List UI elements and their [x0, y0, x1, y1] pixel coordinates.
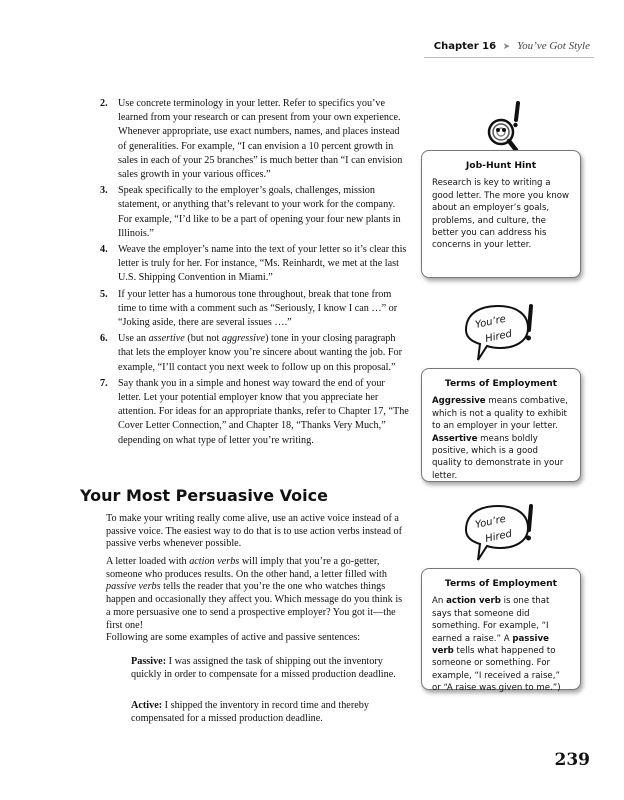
sidebar-terms-aggressive-assertive: [421, 368, 581, 482]
list-item: [100, 184, 410, 241]
magnifier-icon: [482, 100, 534, 154]
header-title: You’ve Got Style: [517, 40, 590, 52]
sidebar-definition-aggressive: Aggressive means combative, which is not a quality to exhibit to an employer in your letter.: [432, 396, 568, 432]
paragraph-intro: To make your writing really come alive, use an active voice instead of a passive voice. The easiest way to do that is to use action verbs instead of passive verbs whenever possible.: [106, 513, 403, 550]
list-number: 5.: [100, 288, 108, 300]
header-chapter: Chapter 16: [433, 41, 497, 52]
svg-text:You’re: You’re: [474, 313, 507, 331]
svg-text:Hired: Hired: [484, 328, 513, 345]
sidebar-title: Job-Hunt Hint: [465, 160, 537, 171]
tips-list: [100, 97, 410, 450]
list-number: 4.: [100, 244, 108, 256]
list-number: 2.: [100, 98, 108, 109]
list-number: 3.: [100, 185, 108, 197]
list-text: Speak specifically to the employer’s goals, challenges, mission statement, or anything that’s relevant to your work for the company. For example, “I’d like to be a part of opening your four new plants in Illinois.”: [118, 185, 401, 239]
list-text: (but not: [184, 333, 222, 345]
header-rule: [424, 57, 594, 58]
list-text: Say thank you in a simple and honest way toward the end of your letter. Let your potential employer know that you appreciate her attention. For ideas for an appropriate thanks, refer to Chapter 17, “The Cover Letter Connection,” and Chapter 18, “Thanks Very Much,” depending on what type of letter you’re writing.: [118, 377, 409, 446]
list-number: 6.: [100, 333, 108, 345]
list-item: [100, 377, 410, 448]
svg-text:Hired: Hired: [484, 528, 513, 545]
sidebar-title: Terms of Employment: [444, 378, 558, 389]
term-assertive: assertive: [148, 333, 185, 345]
youre-hired-bubble-icon: [460, 300, 542, 364]
list-number: 7.: [100, 377, 108, 389]
sidebar-text: An action verb is one that says that someone did something. For example, “I earned a raise.” A passive verb tells what happened to someone or something. For example, “I received a raise,” or “A raise was given to me.”): [432, 596, 561, 694]
sidebar-job-hunt-hint: [421, 150, 581, 278]
section-heading: Your Most Persuasive Voice: [80, 486, 328, 505]
page-number: 239: [554, 750, 590, 770]
example-active: Active: I shipped the inventory in record time and thereby compensated for a missed production deadline.: [131, 700, 369, 724]
list-text: Use an: [118, 333, 149, 345]
header-arrow-icon: ➤: [502, 41, 511, 51]
sidebar-text: Research is key to writing a good letter. The more you know about an employer’s goals, problems, and culture, the better you can address his concerns in your letter.: [432, 178, 570, 251]
list-text: Weave the employer’s name into the text of your letter so it’s clear this letter is truly for her. For instance, “Ms. Reinhardt, we met at the last U.S. Shipping Convention in Miami.”: [118, 244, 407, 284]
term-aggressive: aggressive: [221, 333, 266, 345]
list-text: Use concrete terminology in your letter. Refer to specifics you’ve learned from your research or can present from your own experience. Whenever appropriate, use exact numbers, names, and places instead of generalities. For example, “I can envision a 10 percent growth in sales in each of your 25 branches” is much better than “I can envision sales growth in your various offices.”: [118, 98, 403, 181]
paragraph-examples: Following are some examples of active and passive sentences:: [106, 632, 361, 643]
sidebar-definition-assertive: Assertive means boldly positive, which is a good quality to demonstrate in your letter.: [432, 433, 564, 481]
list-item: [100, 97, 410, 182]
svg-text:You’re: You’re: [474, 513, 507, 531]
list-text: ) tone in your closing paragraph that lets the employer know you’re sincere about wanting the job. For example, “I’ll contact you next week to follow up on this proposal.”: [118, 333, 403, 373]
sidebar-terms-action-passive: [421, 568, 581, 694]
sidebar-title: Terms of Employment: [444, 578, 558, 589]
example-passive: Passive: I was assigned the task of shipping out the inventory quickly in order to compensate for a missed production deadline.: [131, 656, 396, 680]
paragraph-action-verbs: A letter loaded with action verbs will imply that you’re a go-getter, someone who produces results. On the other hand, a letter filled with passive verbs tells the reader that you’re the one who watches things happen and occasionally they affect you. Which message do you think is a more persuasive one to send a prospective employer? You got it—the first one!: [106, 556, 403, 631]
list-text: If your letter has a humorous tone throughout, break that tone from time to time with a comment such as “Seriously, I know I can …” or “Joking aside, there are several issues ….”: [118, 288, 398, 329]
list-item: [100, 332, 410, 375]
list-item: [100, 288, 410, 331]
youre-hired-bubble-icon: [460, 500, 542, 564]
list-item: [100, 243, 410, 286]
running-header: [434, 40, 590, 52]
